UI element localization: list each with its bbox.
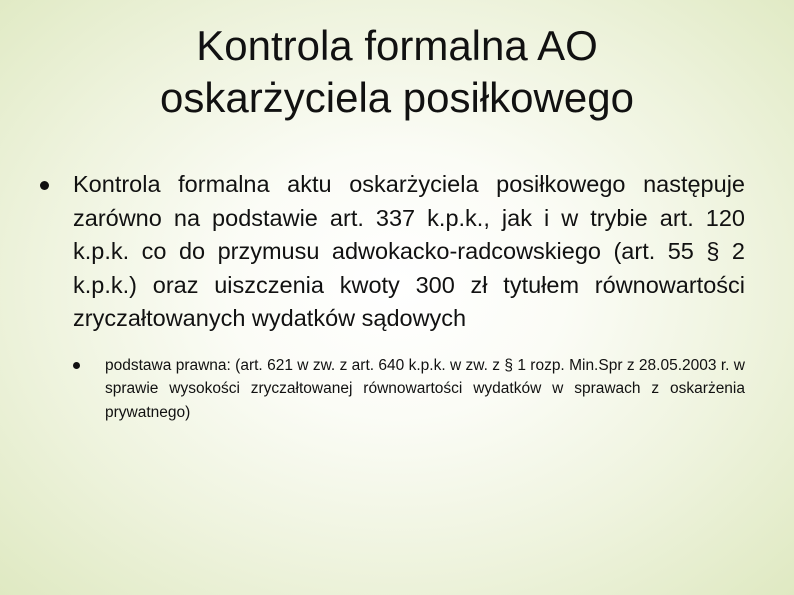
bullet-list — [40, 168, 745, 424]
sub-bullet-item — [73, 354, 745, 425]
slide-title-line-2: oskarżyciela posiłkowego — [160, 74, 634, 121]
bullet-text: Kontrola formalna aktu oskarżyciela posiłkowego następuje zarówno na podstawie art. 337 k.p.k., jak i w trybie art. 120 k.p.k. co do przymusu adwokacko-radcowskiego (art. 55 § 2 k.p.k.) oraz uiszczenia kwoty 300 zł tytułem równowartości zryczałtowanych wydatków sądowych — [73, 171, 745, 331]
slide-title-line-1: Kontrola formalna AO — [196, 22, 598, 69]
sub-bullet-list — [73, 354, 745, 425]
bullet-item — [40, 168, 745, 424]
sub-bullet-text: podstawa prawna: (art. 621 w zw. z art. 640 k.p.k. w zw. z § 1 rozp. Min.Spr z 28.05.2003 r. w sprawie wysokości zryczałtowanej równowartości wydatków w sprawach z oskarżenia prywatnego) — [105, 356, 745, 421]
slide-title — [60, 20, 734, 124]
bullet-dot-icon — [40, 181, 49, 190]
sub-bullet-dot-icon — [73, 362, 80, 369]
